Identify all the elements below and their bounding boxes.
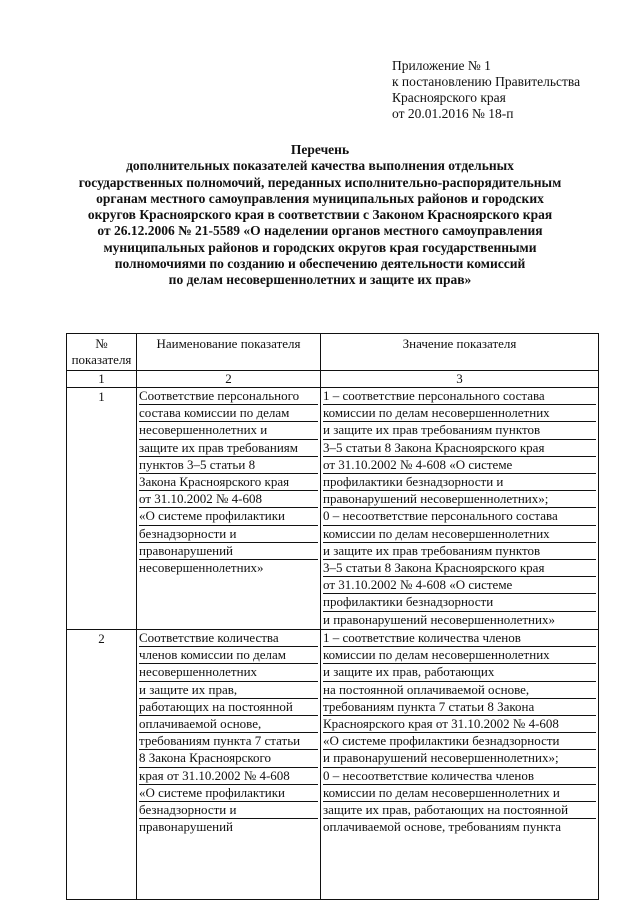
cell-line: правонарушений: [139, 819, 233, 835]
cell-line: оплачиваемой основе,: [139, 716, 318, 733]
header-value: Значение показателя: [321, 334, 599, 371]
cell-line: Закона Красноярского края: [139, 474, 318, 491]
column-number: 1: [67, 371, 137, 388]
cell-line: комиссии по делам несовершеннолетних и: [323, 785, 596, 802]
cell-line: 0 – несоответствие персонального состава: [323, 508, 596, 525]
cell-line: и защите их прав,: [139, 682, 318, 699]
row-value-cell: [321, 630, 599, 900]
cell-line: требованиям пункта 7 статьи: [139, 733, 318, 750]
cell-line: состава комиссии по делам: [139, 405, 318, 422]
header-number-line: показателя: [71, 352, 132, 367]
header-name: Наименование показателя: [137, 334, 321, 371]
cell-line: и правонарушений несовершеннолетних»: [323, 611, 555, 627]
indicators-table: [66, 333, 599, 900]
cell-line: защите их прав, работающих на постоянной: [323, 802, 596, 819]
cell-line: комиссии по делам несовершеннолетних: [323, 526, 596, 543]
cell-line: «О системе профилактики: [139, 785, 318, 802]
cell-line: от 31.10.2002 № 4-608 «О системе: [323, 577, 596, 594]
row-value-cell: [321, 388, 599, 630]
title-line: государственных полномочий, переданных исполнительно-распорядительным: [78, 174, 562, 190]
row-name-cell: [137, 630, 321, 900]
table-row: [67, 388, 599, 630]
title-line: по делам несовершеннолетних и защите их прав»: [168, 272, 472, 288]
cell-line: работающих на постоянной: [139, 699, 318, 716]
annex-line: от 20.01.2016 № 18-п: [392, 106, 514, 121]
row-number: 2: [67, 630, 137, 900]
column-number-row: [67, 371, 599, 388]
cell-line: профилактики безнадзорности: [323, 594, 596, 611]
cell-line: Красноярского края от 31.10.2002 № 4-608: [323, 716, 596, 733]
cell-line: «О системе профилактики: [139, 508, 318, 525]
cell-line: края от 31.10.2002 № 4-608: [139, 768, 318, 785]
cell-line: пунктов 3–5 статьи 8: [139, 457, 318, 474]
cell-line: 3–5 статьи 8 Закона Красноярского края: [323, 440, 596, 457]
cell-line: комиссии по делам несовершеннолетних: [323, 405, 596, 422]
row-name-cell: [137, 388, 321, 630]
cell-line: и защите их прав требованиям пунктов: [323, 422, 596, 439]
cell-line: несовершеннолетних и: [139, 422, 318, 439]
annex-block: [392, 58, 580, 122]
title-line: округов Красноярского края в соответствии с Законом Красноярского края: [87, 207, 553, 223]
cell-line: 1 – соответствие количества членов: [323, 630, 596, 647]
title-line: от 26.12.2006 № 21-5589 «О наделении органов местного самоуправления: [97, 223, 543, 239]
title-line: муниципальных районов и городских округов края государственными: [103, 239, 537, 255]
cell-line: Соответствие персонального: [139, 388, 318, 405]
title-line: дополнительных показателей качества выполнения отдельных: [126, 158, 514, 174]
cell-line: 8 Закона Красноярского: [139, 750, 318, 767]
cell-line: и защите их прав, работающих: [323, 664, 596, 681]
annex-line: Красноярского края: [392, 90, 506, 105]
cell-line: правонарушений несовершеннолетних»;: [323, 491, 596, 508]
cell-line: защите их прав требованиям: [139, 440, 318, 457]
cell-line: оплачиваемой основе, требованиям пункта: [323, 819, 562, 835]
title-line: Перечень: [290, 142, 350, 157]
title-line: органам местного самоуправления муниципальных районов и городских: [96, 190, 544, 206]
cell-line: несовершеннолетних»: [139, 560, 264, 576]
header-number: [67, 334, 137, 371]
cell-line: безнадзорности и: [139, 802, 318, 819]
table-header-row: [67, 334, 599, 371]
cell-line: и правонарушений несовершеннолетних»;: [323, 750, 596, 767]
cell-line: требованиям пункта 7 статьи 8 Закона: [323, 699, 596, 716]
cell-line: членов комиссии по делам: [139, 647, 318, 664]
column-number: 3: [321, 371, 599, 388]
cell-line: Соответствие количества: [139, 630, 318, 647]
cell-line: на постоянной оплачиваемой основе,: [323, 682, 596, 699]
cell-line: безнадзорности и: [139, 526, 318, 543]
header-number-line: №: [95, 336, 108, 351]
cell-line: профилактики безнадзорности и: [323, 474, 596, 491]
cell-line: 0 – несоответствие количества членов: [323, 768, 596, 785]
cell-line: комиссии по делам несовершеннолетних: [323, 647, 596, 664]
cell-line: 1 – соответствие персонального состава: [323, 388, 596, 405]
cell-line: и защите их прав требованиям пунктов: [323, 543, 596, 560]
annex-line: Приложение № 1: [392, 58, 491, 73]
cell-line: от 31.10.2002 № 4-608: [139, 491, 318, 508]
cell-line: 3–5 статьи 8 Закона Красноярского края: [323, 560, 596, 577]
row-number: 1: [67, 388, 137, 630]
cell-line: «О системе профилактики безнадзорности: [323, 733, 596, 750]
column-number: 2: [137, 371, 321, 388]
cell-line: несовершеннолетних: [139, 664, 318, 681]
table-row: [67, 630, 599, 900]
title-line: полномочиями по созданию и обеспечению деятельности комиссий: [114, 256, 526, 272]
cell-line: правонарушений: [139, 543, 318, 560]
document-title: [60, 142, 580, 289]
cell-line: от 31.10.2002 № 4-608 «О системе: [323, 457, 596, 474]
annex-line: к постановлению Правительства: [392, 74, 581, 89]
